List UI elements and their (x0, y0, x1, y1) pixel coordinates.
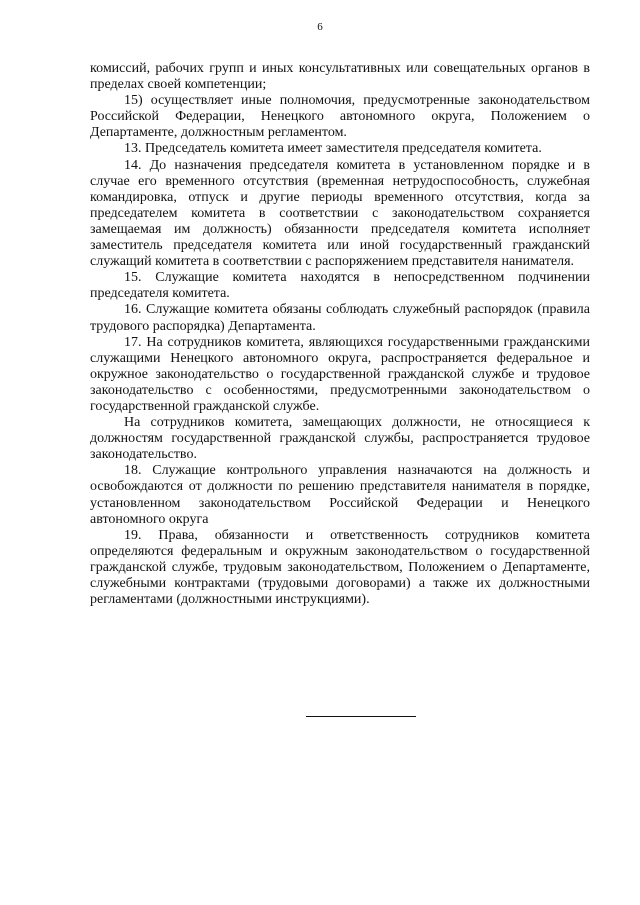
paragraph-18: 18. Служащие контрольного управления назначаются на должность и освобождаются от должности по решению представителя нанимателя в порядке, установленном законодательством Российской Федерации и Ненецкого автономного округа (90, 463, 590, 527)
closing-divider-line (306, 716, 416, 717)
paragraph-17-continued: На сотрудников комитета, замещающих должности, не относящиеся к должностям государственной гражданской службы, распространяется трудовое законодательство. (90, 415, 590, 463)
paragraph-15: 15. Служащие комитета находятся в непосредственном подчинении председателя комитета. (90, 270, 590, 302)
page-number: 6 (317, 21, 323, 33)
paragraph-13: 13. Председатель комитета имеет заместителя председателя комитета. (124, 141, 542, 157)
paragraph-item-15-powers: 15) осуществляет иные полномочия, предусмотренные законодательством Российской Федерации, Ненецкого автономного округа, Положением о Департаменте, должностным регламентом. (90, 93, 590, 141)
document-body (90, 61, 590, 608)
paragraph-16: 16. Служащие комитета обязаны соблюдать служебный распорядок (правила трудового распорядка) Департамента. (90, 302, 590, 334)
paragraph-14: 14. До назначения председателя комитета в установленном порядке и в случае его временного отсутствия (временная нетрудоспособность, служебная командировка, отпуск и другие периоды временного отсутствия, когда за председателем комитета в соответствии с законодательством сохраняется замещаемая им должность) обязанности председателя комитета исполняет заместитель председателя комитета или иной государственный гражданский служащий комитета в соответствии с распоряжением представителя нанимателя. (90, 157, 590, 270)
paragraph-17: 17. На сотрудников комитета, являющихся государственными гражданскими служащими Ненецкого автономного округа, распространяется федеральное и окружное законодательство о государственной гражданской службе и трудовое законодательство с особенностями, предусмотренными законодательством о государственной гражданской службе. (90, 334, 590, 414)
paragraph-19: 19. Права, обязанности и ответственность сотрудников комитета определяются федеральным и окружным законодательством о государственной гражданской службе, трудовым законодательством, Положением о Департаменте, служебными контрактами (трудовыми договорами) а также их должностными регламентами (должностными инструкциями). (90, 527, 590, 608)
paragraph-continuation: комиссий, рабочих групп и иных консультативных или совещательных органов в пределах своей компетенции; (90, 61, 590, 93)
